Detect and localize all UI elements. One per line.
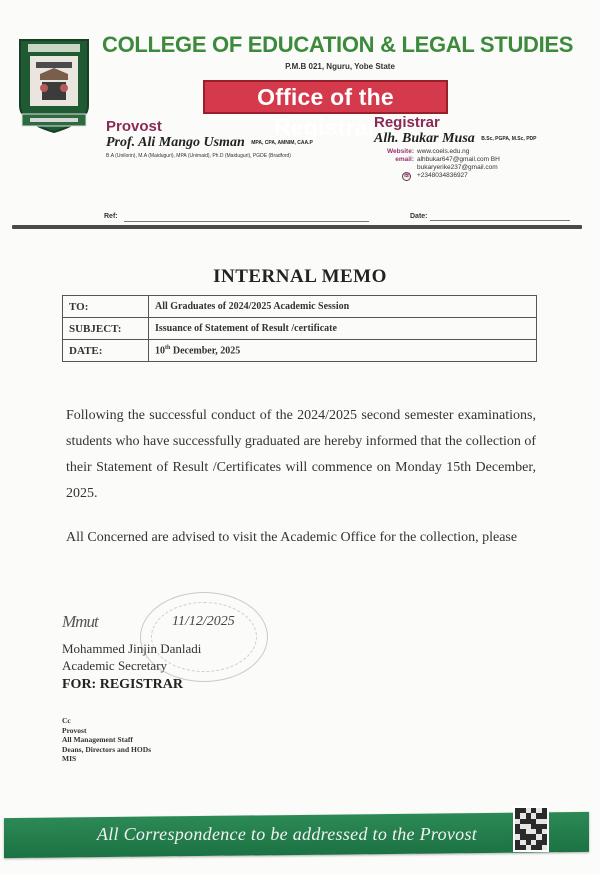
date-line [430, 220, 570, 221]
signatory-name: Mohammed Jinjin Danladi [62, 641, 202, 656]
college-name: COLLEGE OF EDUCATION & LEGAL STUDIES [102, 32, 574, 57]
date-suffix: th [165, 344, 171, 351]
cc-label: Cc [62, 716, 71, 725]
memo-title: INTERNAL MEMO [213, 266, 387, 287]
memo-paragraph-1: Following the successful conduct of the 2024/2025 second semester examinations, students who have successfully graduated are hereby informed that the collection of their Statement of Result /Certificates will commence on Monday 15th December, 2025. [66, 408, 537, 501]
header-divider [12, 225, 582, 229]
website-label: Website: [387, 148, 414, 155]
provost-degrees: B.A (Unilorin), M.A (Maiduguri), MPA (Unimaid), Ph.D (Maiduguri), PGDE (Bradford) [106, 153, 291, 159]
provost-name-text: Prof. Ali Mango Usman [106, 135, 245, 150]
ref-label: Ref: [104, 213, 118, 220]
table-row [63, 340, 537, 362]
subject-label: SUBJECT: [63, 318, 149, 340]
memo-paragraph-2: All Concerned are advised to visit the Academic Office for the collection, please [66, 530, 518, 545]
ref-date-row [12, 213, 582, 233]
email-link-1[interactable]: alhbukar647@gmail.com BH [417, 156, 500, 163]
cc-recipient: All Management Staff [62, 735, 133, 744]
signatory-title: Academic Secretary [62, 658, 168, 673]
date-day: 10 [155, 345, 165, 357]
college-crest-icon [14, 36, 94, 140]
cc-recipient: MIS [62, 754, 77, 763]
date-value [149, 340, 537, 362]
subject-value: Issuance of Statement of Result /certificate [149, 318, 537, 340]
cc-recipient: Provost [62, 725, 87, 735]
date-rest: December, 2025 [170, 345, 241, 357]
contact-details [374, 148, 594, 181]
table-row [63, 318, 537, 340]
to-value: All Graduates of 2024/2025 Academic Session [149, 296, 537, 318]
footer-text: All Correspondence to be addressed to the Provost [96, 824, 478, 844]
phone-icon: ☏ [403, 173, 411, 179]
ref-line [124, 221, 369, 222]
provost-qualifications: MPA, CPA, AMNIM, CAA.P [251, 139, 313, 146]
registrar-qualifications: B.Sc, PGPA, M.Sc, PDP [481, 135, 537, 142]
memo-details-table [62, 295, 537, 362]
office-banner: Office of the Registrar [203, 80, 448, 114]
registrar-name [374, 131, 594, 147]
provost-label: Provost [106, 118, 162, 135]
provost-name [106, 135, 366, 151]
date-row-label: DATE: [63, 340, 149, 362]
registrar-name-text: Alh. Bukar Musa [374, 131, 475, 146]
website-link[interactable]: www.coels.edu.ng [417, 148, 470, 155]
cc-recipient: Deans, Directors and HODs [62, 744, 152, 754]
for-registrar: FOR: REGISTRAR [62, 677, 183, 692]
date-label: Date: [410, 213, 428, 220]
signature-date: 11/12/2025 [172, 614, 235, 629]
signature: Mmut [62, 612, 98, 631]
registrar-block [374, 114, 594, 181]
table-row [63, 296, 537, 318]
email-link-2[interactable]: bukaryerike237@gmail.com [417, 164, 498, 171]
registrar-label: Registrar [374, 114, 440, 131]
email-label: email: [395, 156, 414, 163]
qr-code-icon[interactable] [513, 806, 549, 852]
phone-number: +2348034836927 [417, 172, 468, 179]
college-address: P.M.B 021, Nguru, Yobe State [285, 62, 395, 71]
provost-block [106, 118, 366, 159]
cc-list [62, 716, 151, 764]
to-label: TO: [63, 296, 149, 318]
